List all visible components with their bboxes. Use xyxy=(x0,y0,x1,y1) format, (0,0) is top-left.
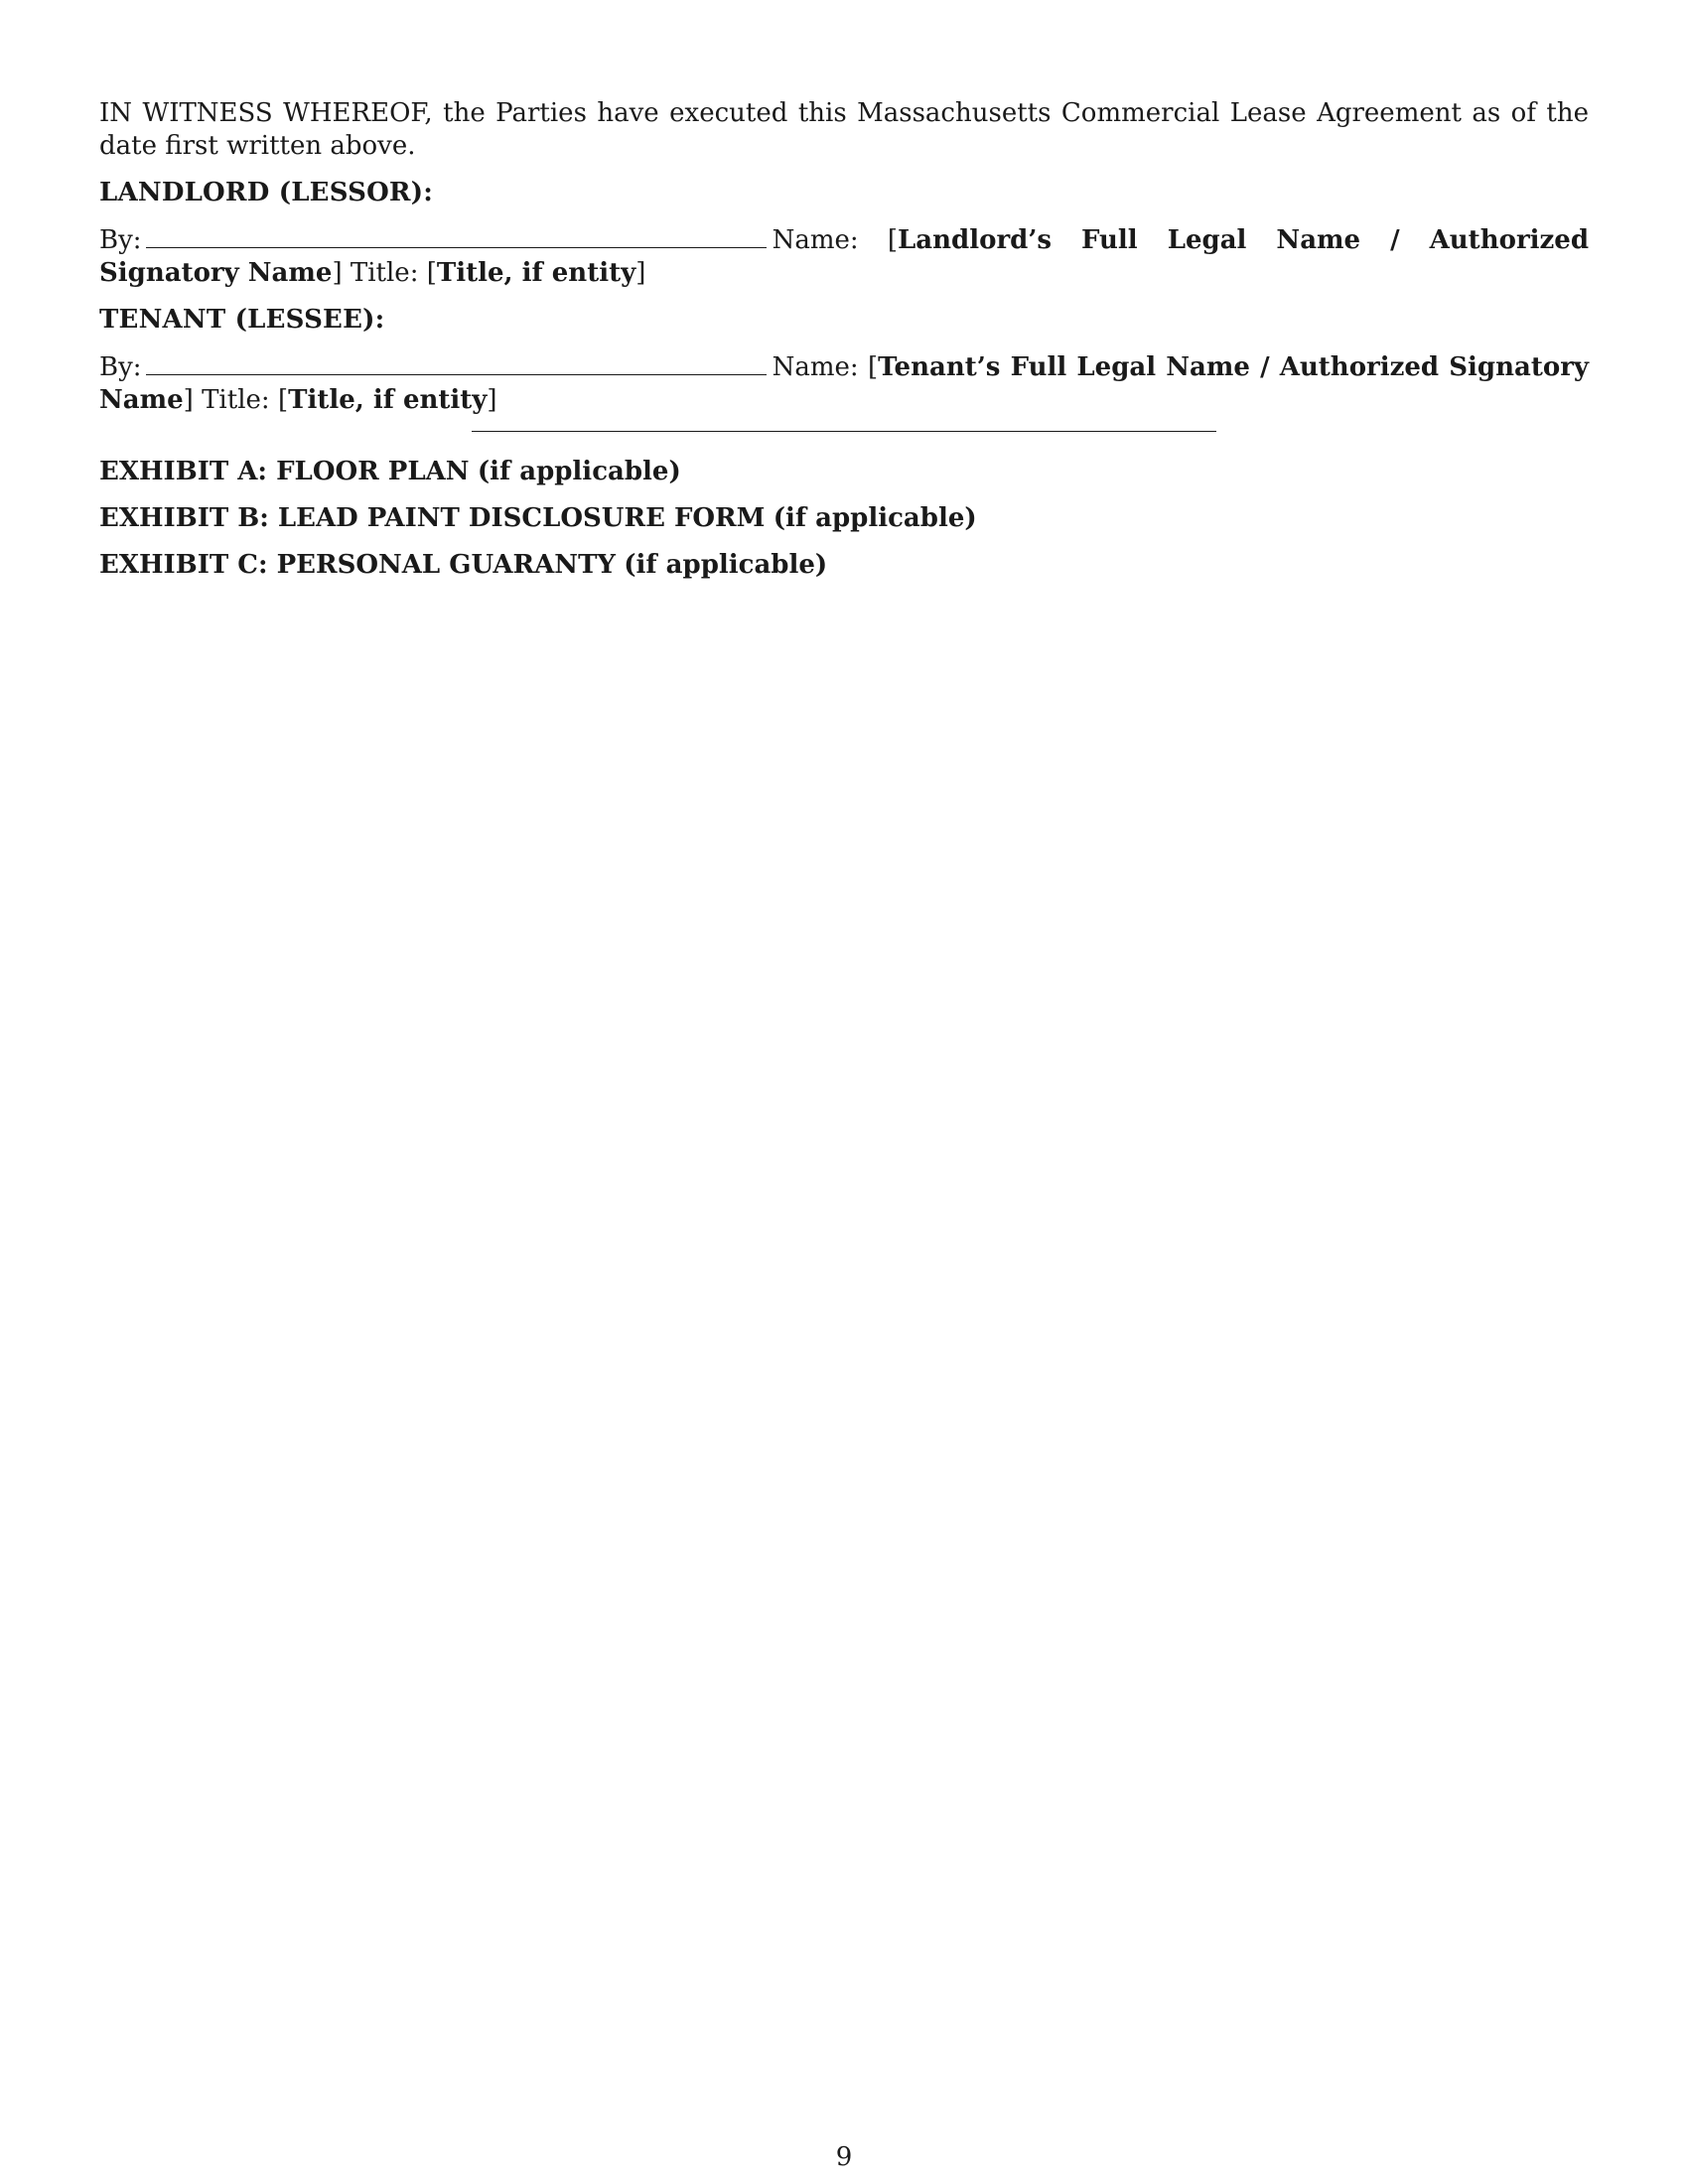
landlord-title-label: Title: xyxy=(350,258,419,288)
document-page xyxy=(99,97,1589,596)
exhibit-b: EXHIBIT B: LEAD PAINT DISCLOSURE FORM (if applicable) xyxy=(99,503,977,533)
tenant-signature-line xyxy=(146,350,767,375)
tenant-signature-block: By: Name: [Tenant’s Full Legal Name / Authorized Signatory Name] Title: [Title, if entity] xyxy=(99,352,1590,415)
landlord-title-value: Title, if entity xyxy=(436,258,636,288)
page-number: 9 xyxy=(835,2142,853,2172)
exhibit-a: EXHIBIT A: FLOOR PLAN (if applicable) xyxy=(99,457,681,486)
tenant-title-label: Title: xyxy=(202,385,270,415)
tenant-name-label: Name: xyxy=(772,352,859,382)
tenant-heading: TENANT (LESSEE): xyxy=(99,305,385,335)
landlord-signature-line xyxy=(146,223,767,248)
landlord-name-value: Landlord’s Full Legal Name / Authorized Signatory Name xyxy=(99,225,1590,288)
landlord-name-label: Name: xyxy=(772,225,859,255)
tenant-title-value: Title, if entity xyxy=(288,385,488,415)
exhibit-c: EXHIBIT C: PERSONAL GUARANTY (if applicable) xyxy=(99,550,828,580)
landlord-by-label: By: xyxy=(99,225,142,255)
tenant-name-value: Tenant’s Full Legal Name / Authorized Signatory Name xyxy=(99,352,1590,415)
landlord-signature-block: By: Name: [Landlord’s Full Legal Name / Authorized Signatory Name] Title: [Title, if entity] xyxy=(99,225,1590,288)
witness-paragraph: IN WITNESS WHEREOF, the Parties have executed this Massachusetts Commercial Lease Agreement as of the date first written above. xyxy=(99,98,1589,161)
section-divider xyxy=(472,431,1216,432)
tenant-by-label: By: xyxy=(99,352,142,382)
landlord-heading: LANDLORD (LESSOR): xyxy=(99,178,434,207)
